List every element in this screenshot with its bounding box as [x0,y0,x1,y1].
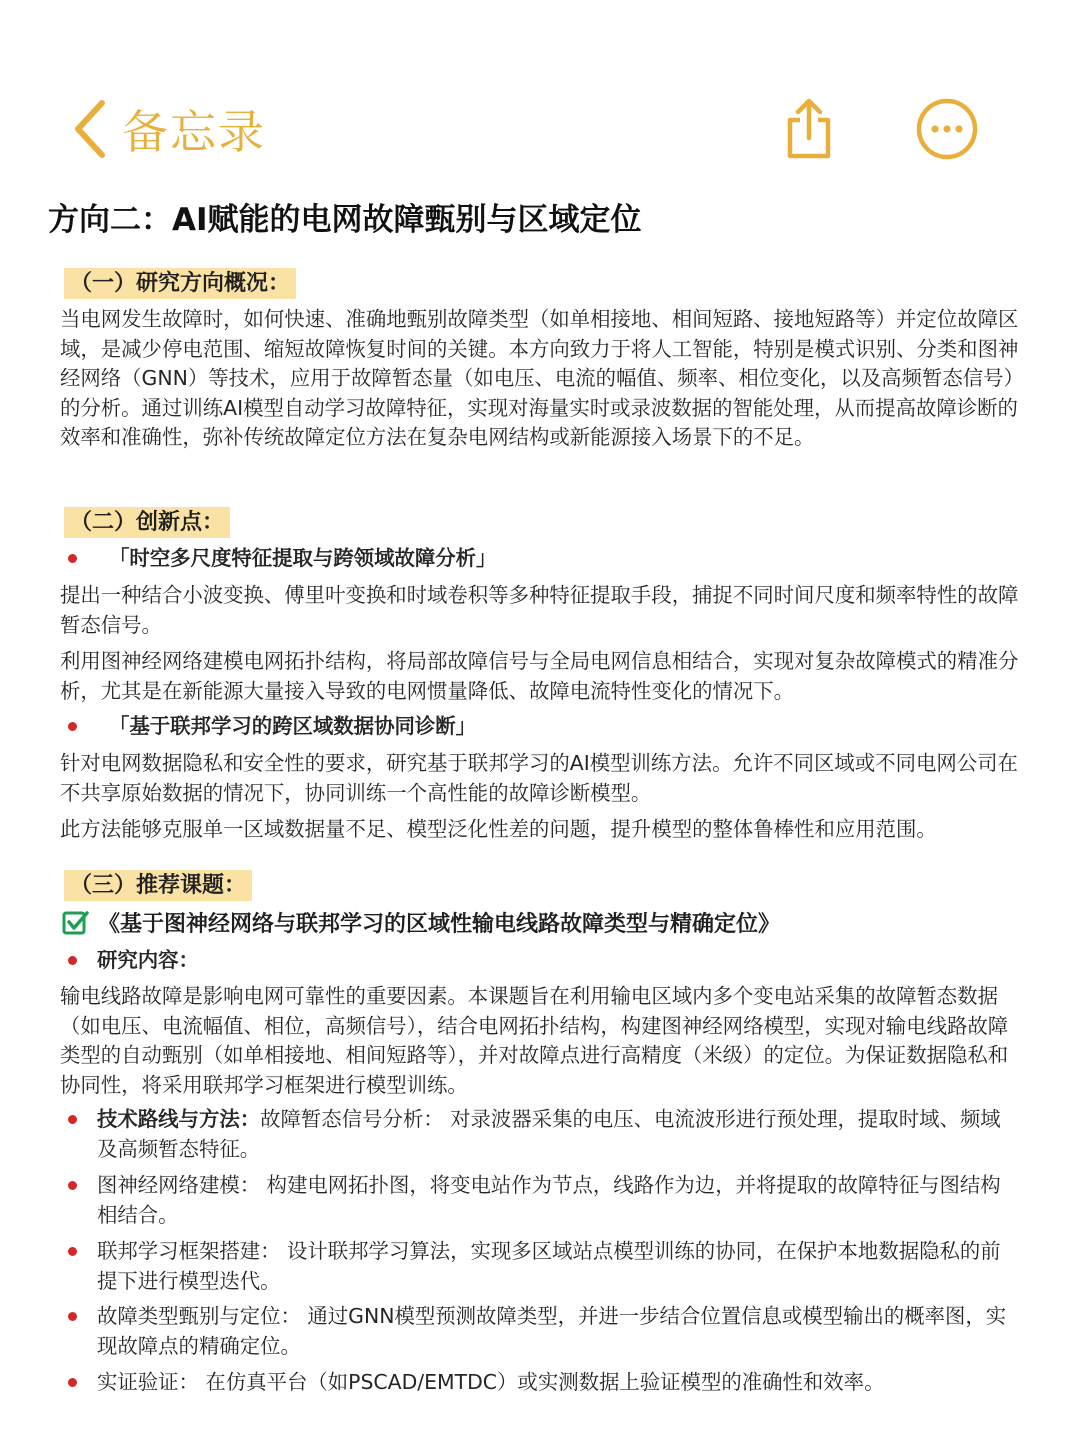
bullet-dot-icon [68,1378,77,1387]
share-icon [782,98,836,160]
bullet-dot-icon [68,956,77,965]
validation-item: 实证验证： 在仿真平台（如PSCAD/EMTDC）或实测数据上验证模型的准确性和效率。 [68,1368,1021,1398]
bullet-dot-icon [68,1312,77,1321]
more-button[interactable] [914,96,980,166]
section-heading-topics: （三）推荐课题： [64,868,252,899]
back-button[interactable] [72,96,266,162]
overview-paragraph: 当电网发生故障时，如何快速、准确地甄别故障类型（如单相接地、相间短路、接地短路等）并定位故障区域，是减少停电范围、缩短故障恢复时间的关键。本方向致力于将人工智能，特别是模式识别、分类和图神经网络（GNN）等技术，应用于故障暂态量（如电压、电流的幅值、频率、相位变化，以及高频暂态信号）的分析。通过训练AI模型自动学习故障特征，实现对海量实时或录波数据的智能处理，从而提高故障诊断的效率和准确性，弥补传统故障定位方法在复杂电网结构或新能源接入场景下的不足。 [60,307,1019,449]
bullet-dot-icon [68,554,77,563]
innovation-point-2: 「基于联邦学习的跨区域数据协同诊断」 [68,712,1033,742]
tech-route-item [68,1105,1021,1164]
section-heading-overview: （一）研究方向概况： [64,266,296,297]
bullet-dot-icon [68,1181,77,1190]
bullet-dot-icon [68,1115,77,1124]
note-title: 方向二：AI赋能的电网故障甄别与区域定位 [48,202,642,238]
tech-route-label: 技术路线与方法： [97,1107,261,1131]
innovation-point-2-para-2: 此方法能够克服单一区域数据量不足、模型泛化性差的问题，提升模型的整体鲁棒性和应用范围。 [60,817,937,841]
tech-route-text: 故障暂态信号分析： 对录波器采集的电压、电流波形进行预处理，提取时域、频域及高频暂态特征。 [97,1107,1001,1161]
research-content-paragraph: 输电线路故障是影响电网可靠性的重要因素。本课题旨在利用输电区域内多个变电站采集的故障暂态数据（如电压、电流幅值、相位，高频信号），结合电网拓扑结构，构建图神经网络模型，实现对输电线路故障类型的自动甄别（如单相接地、相间短路等），并对故障点进行高精度（米级）的定位。为保证数据隐私和协同性，将采用联邦学习框架进行模型训练。 [60,984,1009,1097]
share-button[interactable] [782,98,836,164]
nav-bar [0,0,1080,180]
more-icon [914,96,980,162]
bullet-dot-icon [68,1247,77,1256]
recommended-topic [62,907,780,938]
fault-location-item: 故障类型甄别与定位： 通过GNN模型预测故障类型，并进一步结合位置信息或模型输出的概率图，实现故障点的精确定位。 [68,1302,1021,1361]
innovation-point-1: 「时空多尺度特征提取与跨领域故障分析」 [68,544,1033,574]
innovation-point-2-para-1: 针对电网数据隐私和安全性的要求，研究基于联邦学习的AI模型训练方法。允许不同区域或不同电网公司在不共享原始数据的情况下，协同训练一个高性能的故障诊断模型。 [60,751,1018,805]
back-label: 备忘录 [122,105,266,159]
research-content-item: 研究内容： [68,946,1021,976]
chevron-left-icon [72,99,108,159]
innovation-point-1-para-1: 提出一种结合小波变换、傅里叶变换和时域卷积等多种特征提取手段，捕捉不同时间尺度和频率特性的故障暂态信号。 [60,583,1019,637]
bullet-dot-icon [68,722,77,731]
gnn-modeling-item: 图神经网络建模： 构建电网拓扑图，将变电站作为节点，线路作为边，并将提取的故障特征与图结构相结合。 [68,1171,1021,1230]
federated-learning-item: 联邦学习框架搭建： 设计联邦学习算法，实现多区域站点模型训练的协同，在保护本地数据隐私的前提下进行模型迭代。 [68,1237,1021,1296]
topic-title: 《基于图神经网络与联邦学习的区域性输电线路故障类型与精确定位》 [98,912,781,937]
section-heading-innovation: （二）创新点： [64,505,230,536]
checkbox-checked-icon [62,909,90,937]
innovation-point-1-para-2: 利用图神经网络建模电网拓扑结构，将局部故障信号与全局电网信息相结合，实现对复杂故障模式的精准分析，尤其是在新能源大量接入导致的电网惯量降低、故障电流特性变化的情况下。 [60,649,1019,703]
